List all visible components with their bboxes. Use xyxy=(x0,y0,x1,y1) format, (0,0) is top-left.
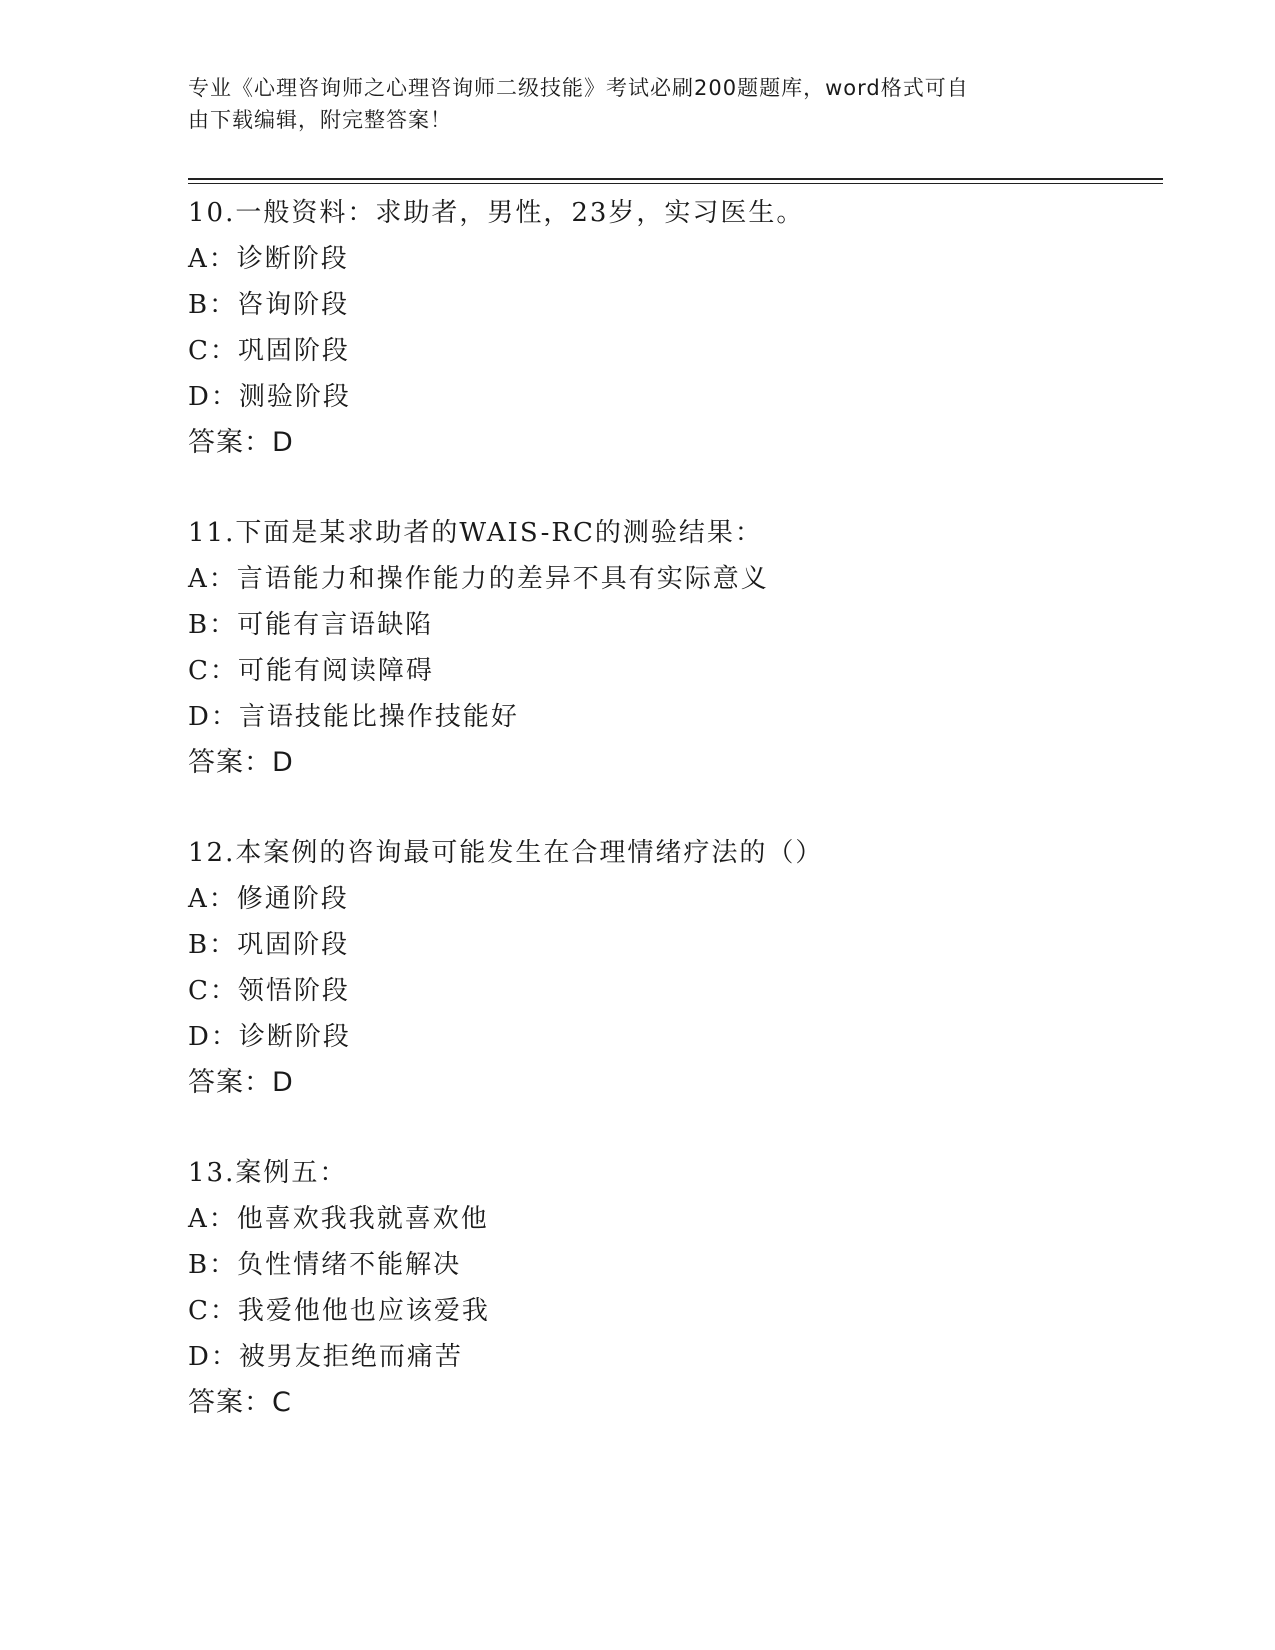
header-divider-thin xyxy=(188,183,1163,184)
question-12 xyxy=(188,830,1088,1106)
option-d: D：言语技能比操作技能好 xyxy=(188,702,519,732)
question-stem: 10.一般资料：求助者，男性，23岁，实习医生。 xyxy=(188,198,805,228)
option-b: B：负性情绪不能解决 xyxy=(188,1250,462,1280)
option-b: B：可能有言语缺陷 xyxy=(188,610,434,640)
answer-line: 答案：D xyxy=(188,1067,294,1098)
answer-line: 答案：D xyxy=(188,747,294,778)
option-d: D：测验阶段 xyxy=(188,382,351,412)
question-stem: 11.下面是某求助者的WAIS-RC的测验结果： xyxy=(188,518,763,548)
question-stem: 13.案例五： xyxy=(188,1158,348,1188)
option-a: A：修通阶段 xyxy=(188,884,349,914)
header-line-1: 专业《心理咨询师之心理咨询师二级技能》考试必刷200题题库，word格式可自 xyxy=(188,76,969,100)
question-13 xyxy=(188,1150,1088,1426)
option-a: A：言语能力和操作能力的差异不具有实际意义 xyxy=(188,564,769,594)
option-b: B：巩固阶段 xyxy=(188,930,350,960)
option-c: C：我爱他他也应该爱我 xyxy=(188,1296,490,1326)
option-c: C：领悟阶段 xyxy=(188,976,350,1006)
answer-line: 答案：C xyxy=(188,1387,292,1418)
header-line-2: 由下载编辑，附完整答案！ xyxy=(188,108,452,132)
option-c: C：巩固阶段 xyxy=(188,336,350,366)
option-b: B：咨询阶段 xyxy=(188,290,350,320)
document-header xyxy=(188,72,1068,136)
option-a: A：诊断阶段 xyxy=(188,244,349,274)
question-10 xyxy=(188,190,1088,466)
question-stem: 12.本案例的咨询最可能发生在合理情绪疗法的（） xyxy=(188,838,824,868)
option-a: A：他喜欢我我就喜欢他 xyxy=(188,1204,489,1234)
question-11 xyxy=(188,510,1088,786)
header-divider-thick xyxy=(188,178,1163,180)
option-d: D：被男友拒绝而痛苦 xyxy=(188,1342,463,1372)
answer-line: 答案：D xyxy=(188,427,294,458)
option-c: C：可能有阅读障碍 xyxy=(188,656,434,686)
option-d: D：诊断阶段 xyxy=(188,1022,351,1052)
